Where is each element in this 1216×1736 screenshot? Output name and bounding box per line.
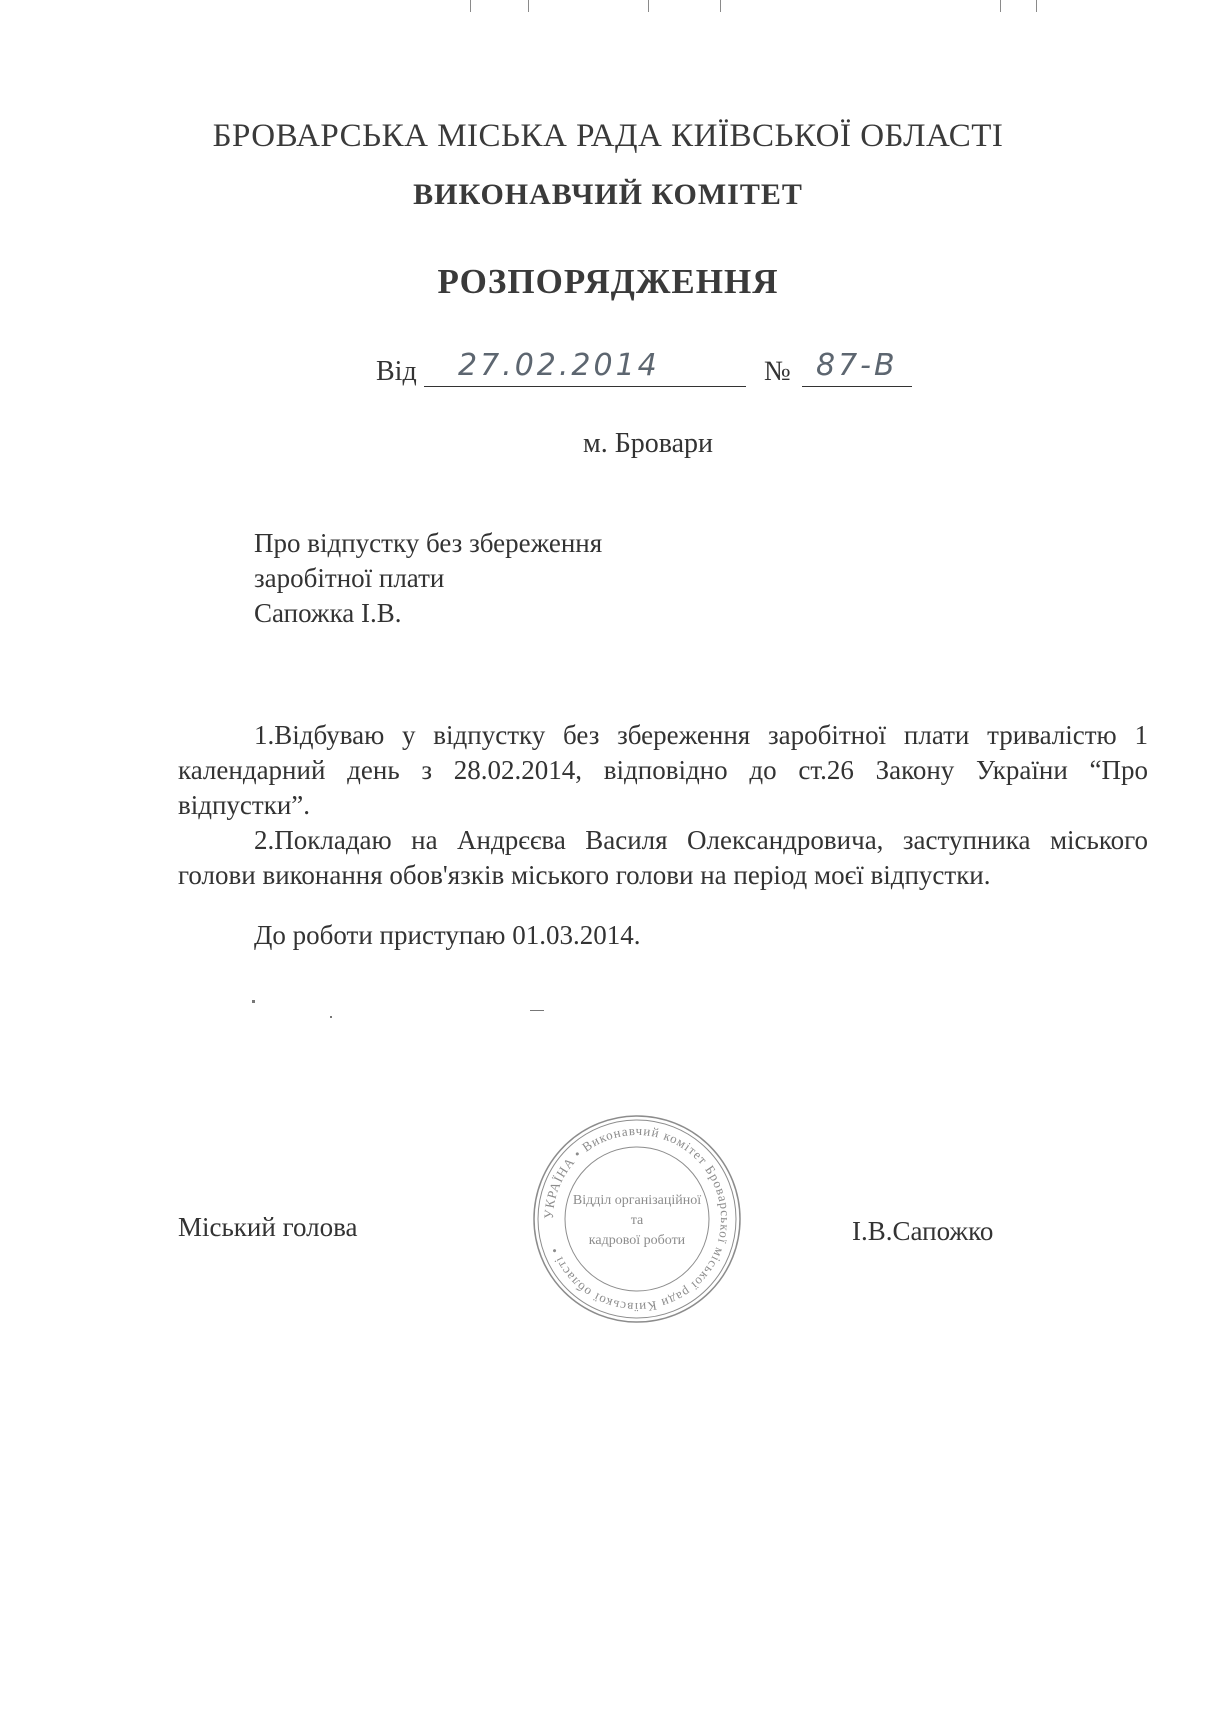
order-paragraph-1: 1.Відбуваю у відпустку без збереження заробітної плати тривалістю 1 календарний день з 28.02.2014, відповідно до ст.26 Закону України “Про відпустки”. [178,720,1148,820]
number-handwritten: 87-В [816,348,898,383]
signer-name: І.В.Сапожко [852,1216,994,1246]
resume-work-note: До роботи приступаю 01.03.2014. [254,920,641,950]
number-label: № [764,356,791,387]
signer-title: Міський голова [178,1212,358,1242]
subject-line: Сапожка І.В. [254,598,402,628]
subject-line: Про відпустку без збереження [254,528,603,558]
order-body [178,718,1148,893]
council-name: БРОВАРСЬКА МІСЬКА РАДА КИЇВСЬКОЇ ОБЛАСТІ [212,118,1004,154]
official-stamp [532,1114,742,1324]
stamp-center-line: Відділ організаційної [572,1193,702,1208]
date-label: Від [376,356,417,387]
committee-name: ВИКОНАВЧИЙ КОМІТЕТ [413,178,803,211]
document-type: РОЗПОРЯДЖЕННЯ [437,262,779,301]
city-name: м. Бровари [582,428,714,459]
date-handwritten: 27.02.2014 [458,348,660,383]
subject-block [254,526,602,631]
stamp-center-line: кадрової роботи [588,1233,686,1248]
number-blank [802,386,912,387]
date-blank [424,386,746,387]
order-paragraph-2: 2.Покладаю на Андрєєва Василя Олександровича, заступника міського голови виконання обов'язків міського голови на період моєї відпустки. [178,825,1148,890]
stamp-ring-text: УКРАЇНА • Виконавчий комітет Броварської міської ради Київської області • [540,1122,734,1316]
scan-edge-marks [0,0,1216,14]
stamp-center-line: та [630,1213,644,1228]
subject-line: заробітної плати [254,563,445,593]
